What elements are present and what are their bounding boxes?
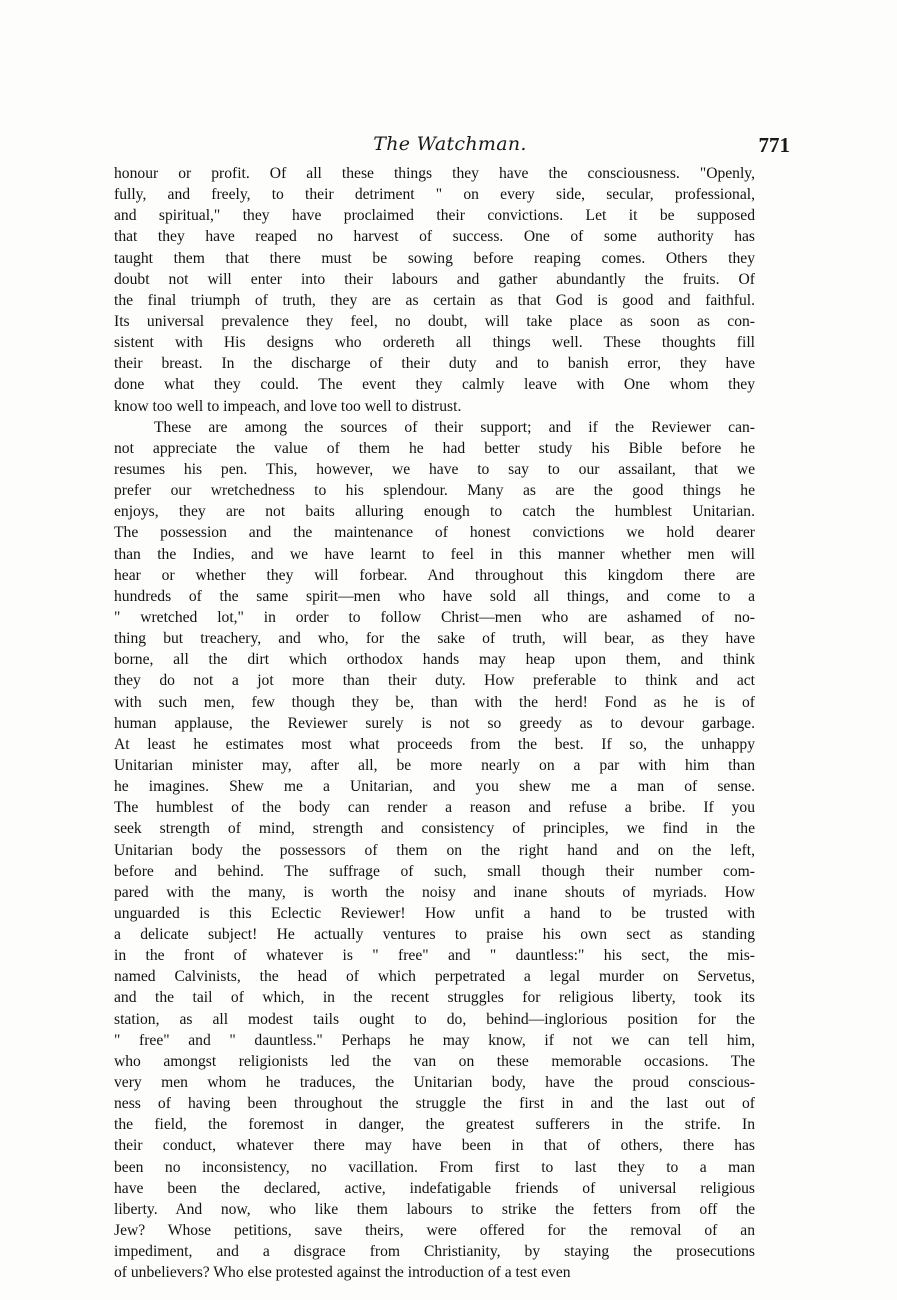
text-line: hear or whether they will forbear. And throughout this kingdom there are bbox=[114, 566, 755, 584]
text-line: doubt not will enter into their labours and gather abundantly the fruits. Of bbox=[114, 270, 755, 288]
text-line: that they have reaped no harvest of success. One of some authority has bbox=[114, 228, 755, 246]
text-line: liberty. And now, who like them labours to strike the fetters from off the bbox=[114, 1200, 755, 1218]
text-line: sistent with His designs who ordereth all things well. These thoughts fill bbox=[114, 334, 755, 352]
text-line: with such men, few though they be, than with the herd! Fond as he is of bbox=[114, 693, 755, 711]
text-line: and the tail of which, in the recent struggles for religious liberty, took its bbox=[114, 989, 755, 1007]
text-line: borne, all the dirt which orthodox hands may heap upon them, and think bbox=[114, 651, 755, 669]
text-line: Jew? Whose petitions, save theirs, were offered for the removal of an bbox=[114, 1222, 755, 1240]
text-line: their conduct, whatever there may have been in that of others, there has bbox=[114, 1137, 755, 1155]
paragraph-2 bbox=[114, 417, 755, 1284]
text-line: have been the declared, active, indefatigable friends of universal religious bbox=[114, 1179, 755, 1197]
text-line: not appreciate the value of them he had better study his Bible before he bbox=[114, 439, 755, 457]
text-line: enjoys, they are not baits alluring enough to catch the humblest Unitarian. bbox=[114, 503, 755, 521]
text-line: their breast. In the discharge of their duty and to banish error, they have bbox=[114, 355, 755, 373]
text-line: prefer our wretchedness to his splendour. Many as are the good things he bbox=[114, 482, 755, 500]
text-line: fully, and freely, to their detriment " on every side, secular, professional, bbox=[114, 186, 755, 204]
text-line: human applause, the Reviewer surely is not so greedy as to devour garbage. bbox=[114, 714, 755, 732]
text-line: who amongst religionists led the van on these memorable occasions. The bbox=[114, 1052, 755, 1070]
page-number: 771 bbox=[758, 133, 790, 157]
text-line: unguarded is this Eclectic Reviewer! How unfit a hand to be trusted with bbox=[114, 904, 755, 922]
text-line: taught them that there must be sowing before reaping comes. Others they bbox=[114, 249, 755, 267]
text-line: been no inconsistency, no vacillation. From first to last they to a man bbox=[114, 1158, 755, 1176]
text-line: Unitarian minister may, after all, be more nearly on a par with him than bbox=[114, 756, 755, 774]
paragraph-1 bbox=[114, 163, 755, 417]
page-header bbox=[110, 133, 790, 157]
text-line: before and behind. The suffrage of such, small though their number com- bbox=[114, 862, 755, 880]
text-line: than the Indies, and we have learnt to feel in this manner whether men will bbox=[114, 545, 755, 563]
text-line: thing but treachery, and who, for the sake of truth, will bear, as they have bbox=[114, 630, 755, 648]
running-title: The Watchman. bbox=[373, 133, 527, 155]
text-line: The humblest of the body can render a reason and refuse a bribe. If you bbox=[114, 799, 755, 817]
text-line: hundreds of the same spirit—men who have sold all things, and come to a bbox=[114, 587, 755, 605]
text-line: and spiritual," they have proclaimed their convictions. Let it be supposed bbox=[114, 207, 755, 225]
text-line: honour or profit. Of all these things they have the consciousness. "Openly, bbox=[114, 165, 755, 182]
text-line: done what they could. The event they calmly leave with One whom they bbox=[114, 376, 755, 394]
text-line: he imagines. Shew me a Unitarian, and you shew me a man of sense. bbox=[114, 778, 755, 796]
text-line: The possession and the maintenance of honest convictions we hold dearer bbox=[114, 524, 755, 542]
text-line: station, as all modest tails ought to do, behind—inglorious position for the bbox=[114, 1010, 755, 1028]
text-line: resumes his pen. This, however, we have to say to our assailant, that we bbox=[114, 460, 755, 478]
text-line: At least he estimates most what proceeds from the best. If so, the unhappy bbox=[114, 735, 755, 753]
text-line: a delicate subject! He actually ventures to praise his own sect as standing bbox=[114, 926, 755, 944]
text-line: These are among the sources of their support; and if the Reviewer can- bbox=[154, 418, 755, 436]
text-line: Unitarian body the possessors of them on the right hand and on the left, bbox=[114, 841, 755, 859]
text-line: Its universal prevalence they feel, no doubt, will take place as soon as con- bbox=[114, 312, 755, 330]
text-line: " free" and " dauntless." Perhaps he may know, if not we can tell him, bbox=[114, 1031, 755, 1049]
text-line: the final triumph of truth, they are as certain as that God is good and faithful. bbox=[114, 291, 755, 309]
body-text bbox=[114, 163, 755, 1283]
text-line: seek strength of mind, strength and consistency of principles, we find in the bbox=[114, 820, 755, 838]
text-line: " wretched lot," in order to follow Christ—men who are ashamed of no- bbox=[114, 608, 755, 626]
text-line: the field, the foremost in danger, the greatest sufferers in the strife. In bbox=[114, 1116, 755, 1134]
text-line: know too well to impeach, and love too well to distrust. bbox=[114, 397, 462, 415]
text-line: they do not a jot more than their duty. How preferable to think and act bbox=[114, 672, 755, 690]
text-line: of unbelievers? Who else protested against the introduction of a test even bbox=[114, 1264, 571, 1282]
text-line: named Calvinists, the head of which perpetrated a legal murder on Servetus, bbox=[114, 968, 755, 986]
text-line: pared with the many, is worth the noisy and inane shouts of myriads. How bbox=[114, 883, 755, 901]
text-line: ness of having been throughout the struggle the first in and the last out of bbox=[114, 1095, 755, 1113]
text-line: impediment, and a disgrace from Christianity, by staying the prosecutions bbox=[114, 1243, 755, 1261]
text-line: in the front of whatever is " free" and " dauntless:" his sect, the mis- bbox=[114, 947, 755, 965]
text-line: very men whom he traduces, the Unitarian body, have the proud conscious- bbox=[114, 1074, 755, 1092]
